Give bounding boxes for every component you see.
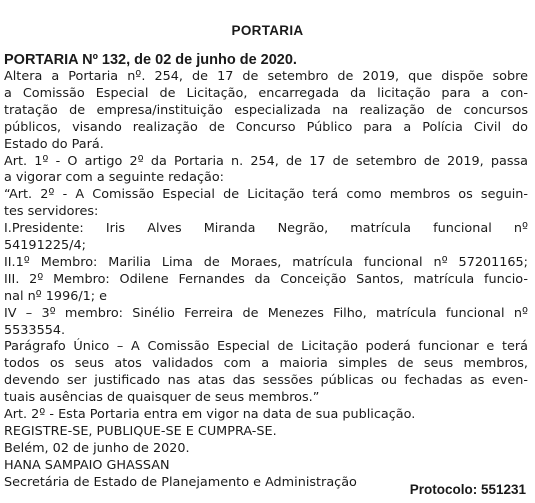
body-line: II.1º Membro: Marilia Lima de Moraes, matrícula funcional nº 57201165; [4, 254, 528, 270]
body-line: públicos, visando realização de Concurso Público para a Polícia Civil do [4, 119, 528, 135]
body-line: tratação de empresa/instituição especializada na realização de concursos [4, 102, 528, 118]
body-line: Secretária de Estado de Planejamento e Administração [4, 474, 357, 490]
body-line: tes servidores: [4, 204, 99, 220]
body-line: 54191225/4; [4, 238, 86, 253]
body-line: “Art. 2º - A Comissão Especial de Licitação terá como membros os seguin- [4, 187, 528, 203]
body-line: todos os seus atos validados com a maioria simples de seus membros, [4, 356, 528, 372]
protocol-number: Protocolo: 551231 [409, 482, 526, 497]
body-line: III. 2º Membro: Odilene Fernandes da Conceição Santos, matrícula funcio- [4, 271, 528, 287]
body-line: tuais ausências de quaisquer de seus membros.” [4, 390, 320, 406]
body-line: IV – 3º membro: Sinélio Ferreira de Menezes Filho, matrícula funcional nº [4, 305, 528, 321]
body-line: Belém, 02 de junho de 2020. [4, 440, 190, 456]
body-line: HANA SAMPAIO GHASSAN [4, 457, 170, 473]
portaria-title: PORTARIA Nº 132, de 02 de junho de 2020. [4, 52, 297, 68]
body-line: Art. 2º - Esta Portaria entra em vigor na data de sua publicação. [4, 407, 416, 422]
body-line: Altera a Portaria nº. 254, de 17 de setembro de 2019, que dispõe sobre [4, 69, 528, 84]
body-line: nal nº 1996/1; e [4, 288, 108, 304]
body-line: REGISTRE-SE, PUBLIQUE-SE E CUMPRA-SE. [4, 423, 277, 439]
document-heading: PORTARIA [231, 23, 304, 38]
body-line: a vigorar com a seguinte redação: [4, 170, 224, 186]
body-line: Art. 1º - O artigo 2º da Portaria n. 254, de 17 de setembro de 2019, passa [4, 153, 528, 169]
body-line: devendo ser justificado nas atas das sessões públicas ou fechadas as even- [4, 373, 528, 389]
body-line: Parágrafo Único – A Comissão Especial de Licitação poderá funcionar e terá [4, 339, 528, 355]
body-line: a Comissão Especial de Licitação, encarregada da licitação para a con- [4, 85, 528, 101]
body-line: I.Presidente: Iris Alves Miranda Negrão, matrícula funcional nº [4, 221, 528, 237]
body-line: Estado do Pará. [4, 136, 104, 152]
body-line: 5533554. [4, 322, 66, 338]
